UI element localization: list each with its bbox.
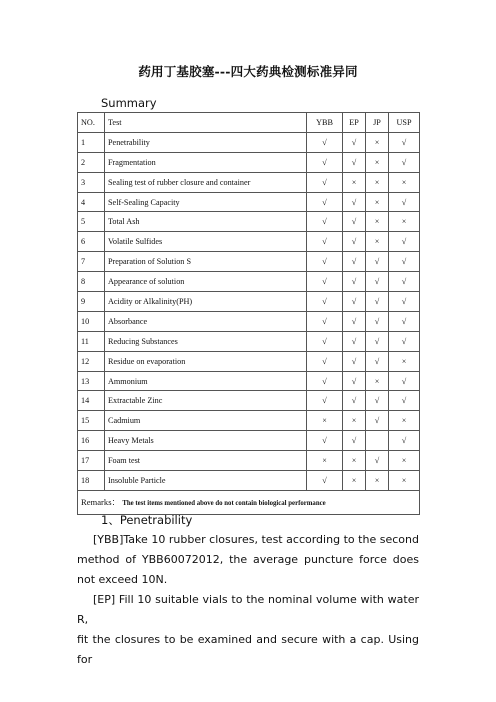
cell-ep: × xyxy=(343,471,366,491)
cell-usp: × xyxy=(389,471,420,491)
cell-usp: × xyxy=(389,411,420,431)
table-row xyxy=(78,371,420,391)
table-row xyxy=(78,132,420,152)
cell-no: 13 xyxy=(78,371,105,391)
cell-ep: √ xyxy=(343,272,366,292)
cell-usp: √ xyxy=(389,152,420,172)
cell-ybb: √ xyxy=(307,471,343,491)
cell-no: 15 xyxy=(78,411,105,431)
cell-jp: √ xyxy=(366,411,389,431)
cell-usp: √ xyxy=(389,272,420,292)
cell-jp: × xyxy=(366,132,389,152)
cell-no: 4 xyxy=(78,192,105,212)
cell-ybb: √ xyxy=(307,351,343,371)
cell-ybb: √ xyxy=(307,371,343,391)
document-title: 药用丁基胶塞---四大药典检测标准异同 xyxy=(138,64,358,79)
cell-ep: √ xyxy=(343,212,366,232)
cell-no: 6 xyxy=(78,232,105,252)
cell-ep: √ xyxy=(343,331,366,351)
table-row xyxy=(78,311,420,331)
cell-ybb: √ xyxy=(307,192,343,212)
cell-no: 8 xyxy=(78,272,105,292)
cell-test: Acidity or Alkalinity(PH) xyxy=(105,292,307,312)
cell-jp: √ xyxy=(366,351,389,371)
cell-usp: √ xyxy=(389,331,420,351)
comparison-table xyxy=(77,112,420,515)
summary-label: Summary xyxy=(101,96,157,110)
table-row xyxy=(78,391,420,411)
paragraph-ybb: [YBB]Take 10 rubber closures, test according to the second method of YBB60072012, the average puncture force does not exceed 10N. xyxy=(77,533,419,586)
paragraph-ep xyxy=(77,590,419,670)
remarks-text: The test items mentioned above do not contain biological performance xyxy=(122,500,326,508)
cell-usp: √ xyxy=(389,252,420,272)
cell-no: 11 xyxy=(78,331,105,351)
table-row xyxy=(78,252,420,272)
cell-jp: × xyxy=(366,192,389,212)
table-row xyxy=(78,192,420,212)
cell-ep: √ xyxy=(343,132,366,152)
cell-jp: √ xyxy=(366,311,389,331)
paragraph-ep-line-2: fit the closures to be examined and secure with a cap. Using for xyxy=(77,633,419,666)
header-jp: JP xyxy=(366,113,389,133)
cell-ybb: √ xyxy=(307,431,343,451)
cell-ep: √ xyxy=(343,232,366,252)
cell-test: Extractable Zinc xyxy=(105,391,307,411)
cell-usp: √ xyxy=(389,132,420,152)
cell-ybb: × xyxy=(307,411,343,431)
table-row xyxy=(78,172,420,192)
cell-test: Residue on evaporation xyxy=(105,351,307,371)
cell-ep: √ xyxy=(343,152,366,172)
cell-jp: √ xyxy=(366,391,389,411)
remarks-cell xyxy=(78,490,420,514)
cell-ybb: √ xyxy=(307,272,343,292)
cell-test: Cadmium xyxy=(105,411,307,431)
cell-ep: × xyxy=(343,411,366,431)
cell-ep: √ xyxy=(343,391,366,411)
cell-test: Penetrability xyxy=(105,132,307,152)
cell-ep: √ xyxy=(343,192,366,212)
cell-usp: × xyxy=(389,351,420,371)
cell-ybb: √ xyxy=(307,172,343,192)
cell-ep: √ xyxy=(343,351,366,371)
cell-ybb: √ xyxy=(307,331,343,351)
cell-jp xyxy=(366,431,389,451)
cell-usp: × xyxy=(389,212,420,232)
header-test: Test xyxy=(105,113,307,133)
cell-ep: √ xyxy=(343,252,366,272)
cell-no: 10 xyxy=(78,311,105,331)
cell-no: 18 xyxy=(78,471,105,491)
cell-no: 7 xyxy=(78,252,105,272)
cell-no: 12 xyxy=(78,351,105,371)
cell-jp: × xyxy=(366,371,389,391)
cell-usp: × xyxy=(389,451,420,471)
cell-usp: × xyxy=(389,172,420,192)
cell-ybb: √ xyxy=(307,252,343,272)
cell-ybb: √ xyxy=(307,292,343,312)
cell-ep: √ xyxy=(343,431,366,451)
cell-usp: √ xyxy=(389,311,420,331)
cell-jp: × xyxy=(366,152,389,172)
cell-jp: × xyxy=(366,232,389,252)
cell-jp: × xyxy=(366,471,389,491)
cell-ybb: √ xyxy=(307,232,343,252)
table-header-row xyxy=(78,113,420,133)
table-row xyxy=(78,272,420,292)
table-row xyxy=(78,292,420,312)
cell-usp: √ xyxy=(389,192,420,212)
cell-test: Sealing test of rubber closure and container xyxy=(105,172,307,192)
remarks-row xyxy=(78,490,420,514)
cell-test: Volatile Sulfides xyxy=(105,232,307,252)
header-ep: EP xyxy=(343,113,366,133)
header-ybb: YBB xyxy=(307,113,343,133)
cell-test: Insoluble Particle xyxy=(105,471,307,491)
cell-usp: √ xyxy=(389,391,420,411)
cell-jp: × xyxy=(366,212,389,232)
table-row xyxy=(78,331,420,351)
table-row xyxy=(78,411,420,431)
table-row xyxy=(78,351,420,371)
cell-no: 5 xyxy=(78,212,105,232)
table-body xyxy=(78,113,420,491)
table-row xyxy=(78,152,420,172)
cell-no: 17 xyxy=(78,451,105,471)
table-row xyxy=(78,212,420,232)
cell-ep: √ xyxy=(343,292,366,312)
cell-test: Total Ash xyxy=(105,212,307,232)
cell-test: Appearance of solution xyxy=(105,272,307,292)
cell-test: Heavy Metals xyxy=(105,431,307,451)
remarks-label: Remarks： xyxy=(81,497,121,508)
cell-ybb: √ xyxy=(307,391,343,411)
cell-jp: √ xyxy=(366,331,389,351)
cell-usp: √ xyxy=(389,371,420,391)
cell-test: Self-Sealing Capacity xyxy=(105,192,307,212)
cell-ybb: √ xyxy=(307,212,343,232)
cell-usp: √ xyxy=(389,232,420,252)
header-usp: USP xyxy=(389,113,420,133)
cell-ep: × xyxy=(343,451,366,471)
table-row xyxy=(78,451,420,471)
cell-ep: √ xyxy=(343,311,366,331)
cell-test: Preparation of Solution S xyxy=(105,252,307,272)
table-row xyxy=(78,471,420,491)
paragraph-ep-line-1: [EP] Fill 10 suitable vials to the nominal volume with water R, xyxy=(77,593,419,626)
cell-jp: √ xyxy=(366,272,389,292)
cell-test: Absorbance xyxy=(105,311,307,331)
cell-ep: √ xyxy=(343,371,366,391)
table-row xyxy=(78,232,420,252)
table-row xyxy=(78,431,420,451)
cell-ep: × xyxy=(343,172,366,192)
cell-jp: √ xyxy=(366,252,389,272)
cell-no: 14 xyxy=(78,391,105,411)
cell-usp: √ xyxy=(389,292,420,312)
header-no: NO. xyxy=(78,113,105,133)
cell-ybb: × xyxy=(307,451,343,471)
cell-no: 16 xyxy=(78,431,105,451)
cell-no: 2 xyxy=(78,152,105,172)
cell-test: Reducing Substances xyxy=(105,331,307,351)
cell-no: 3 xyxy=(78,172,105,192)
cell-jp: √ xyxy=(366,292,389,312)
cell-no: 9 xyxy=(78,292,105,312)
cell-jp: √ xyxy=(366,451,389,471)
section-heading: 1、Penetrability xyxy=(101,513,193,527)
cell-ybb: √ xyxy=(307,152,343,172)
cell-test: Ammonium xyxy=(105,371,307,391)
cell-test: Fragmentation xyxy=(105,152,307,172)
cell-usp: √ xyxy=(389,431,420,451)
cell-ybb: √ xyxy=(307,311,343,331)
cell-no: 1 xyxy=(78,132,105,152)
cell-jp: × xyxy=(366,172,389,192)
cell-test: Foam test xyxy=(105,451,307,471)
cell-ybb: √ xyxy=(307,132,343,152)
